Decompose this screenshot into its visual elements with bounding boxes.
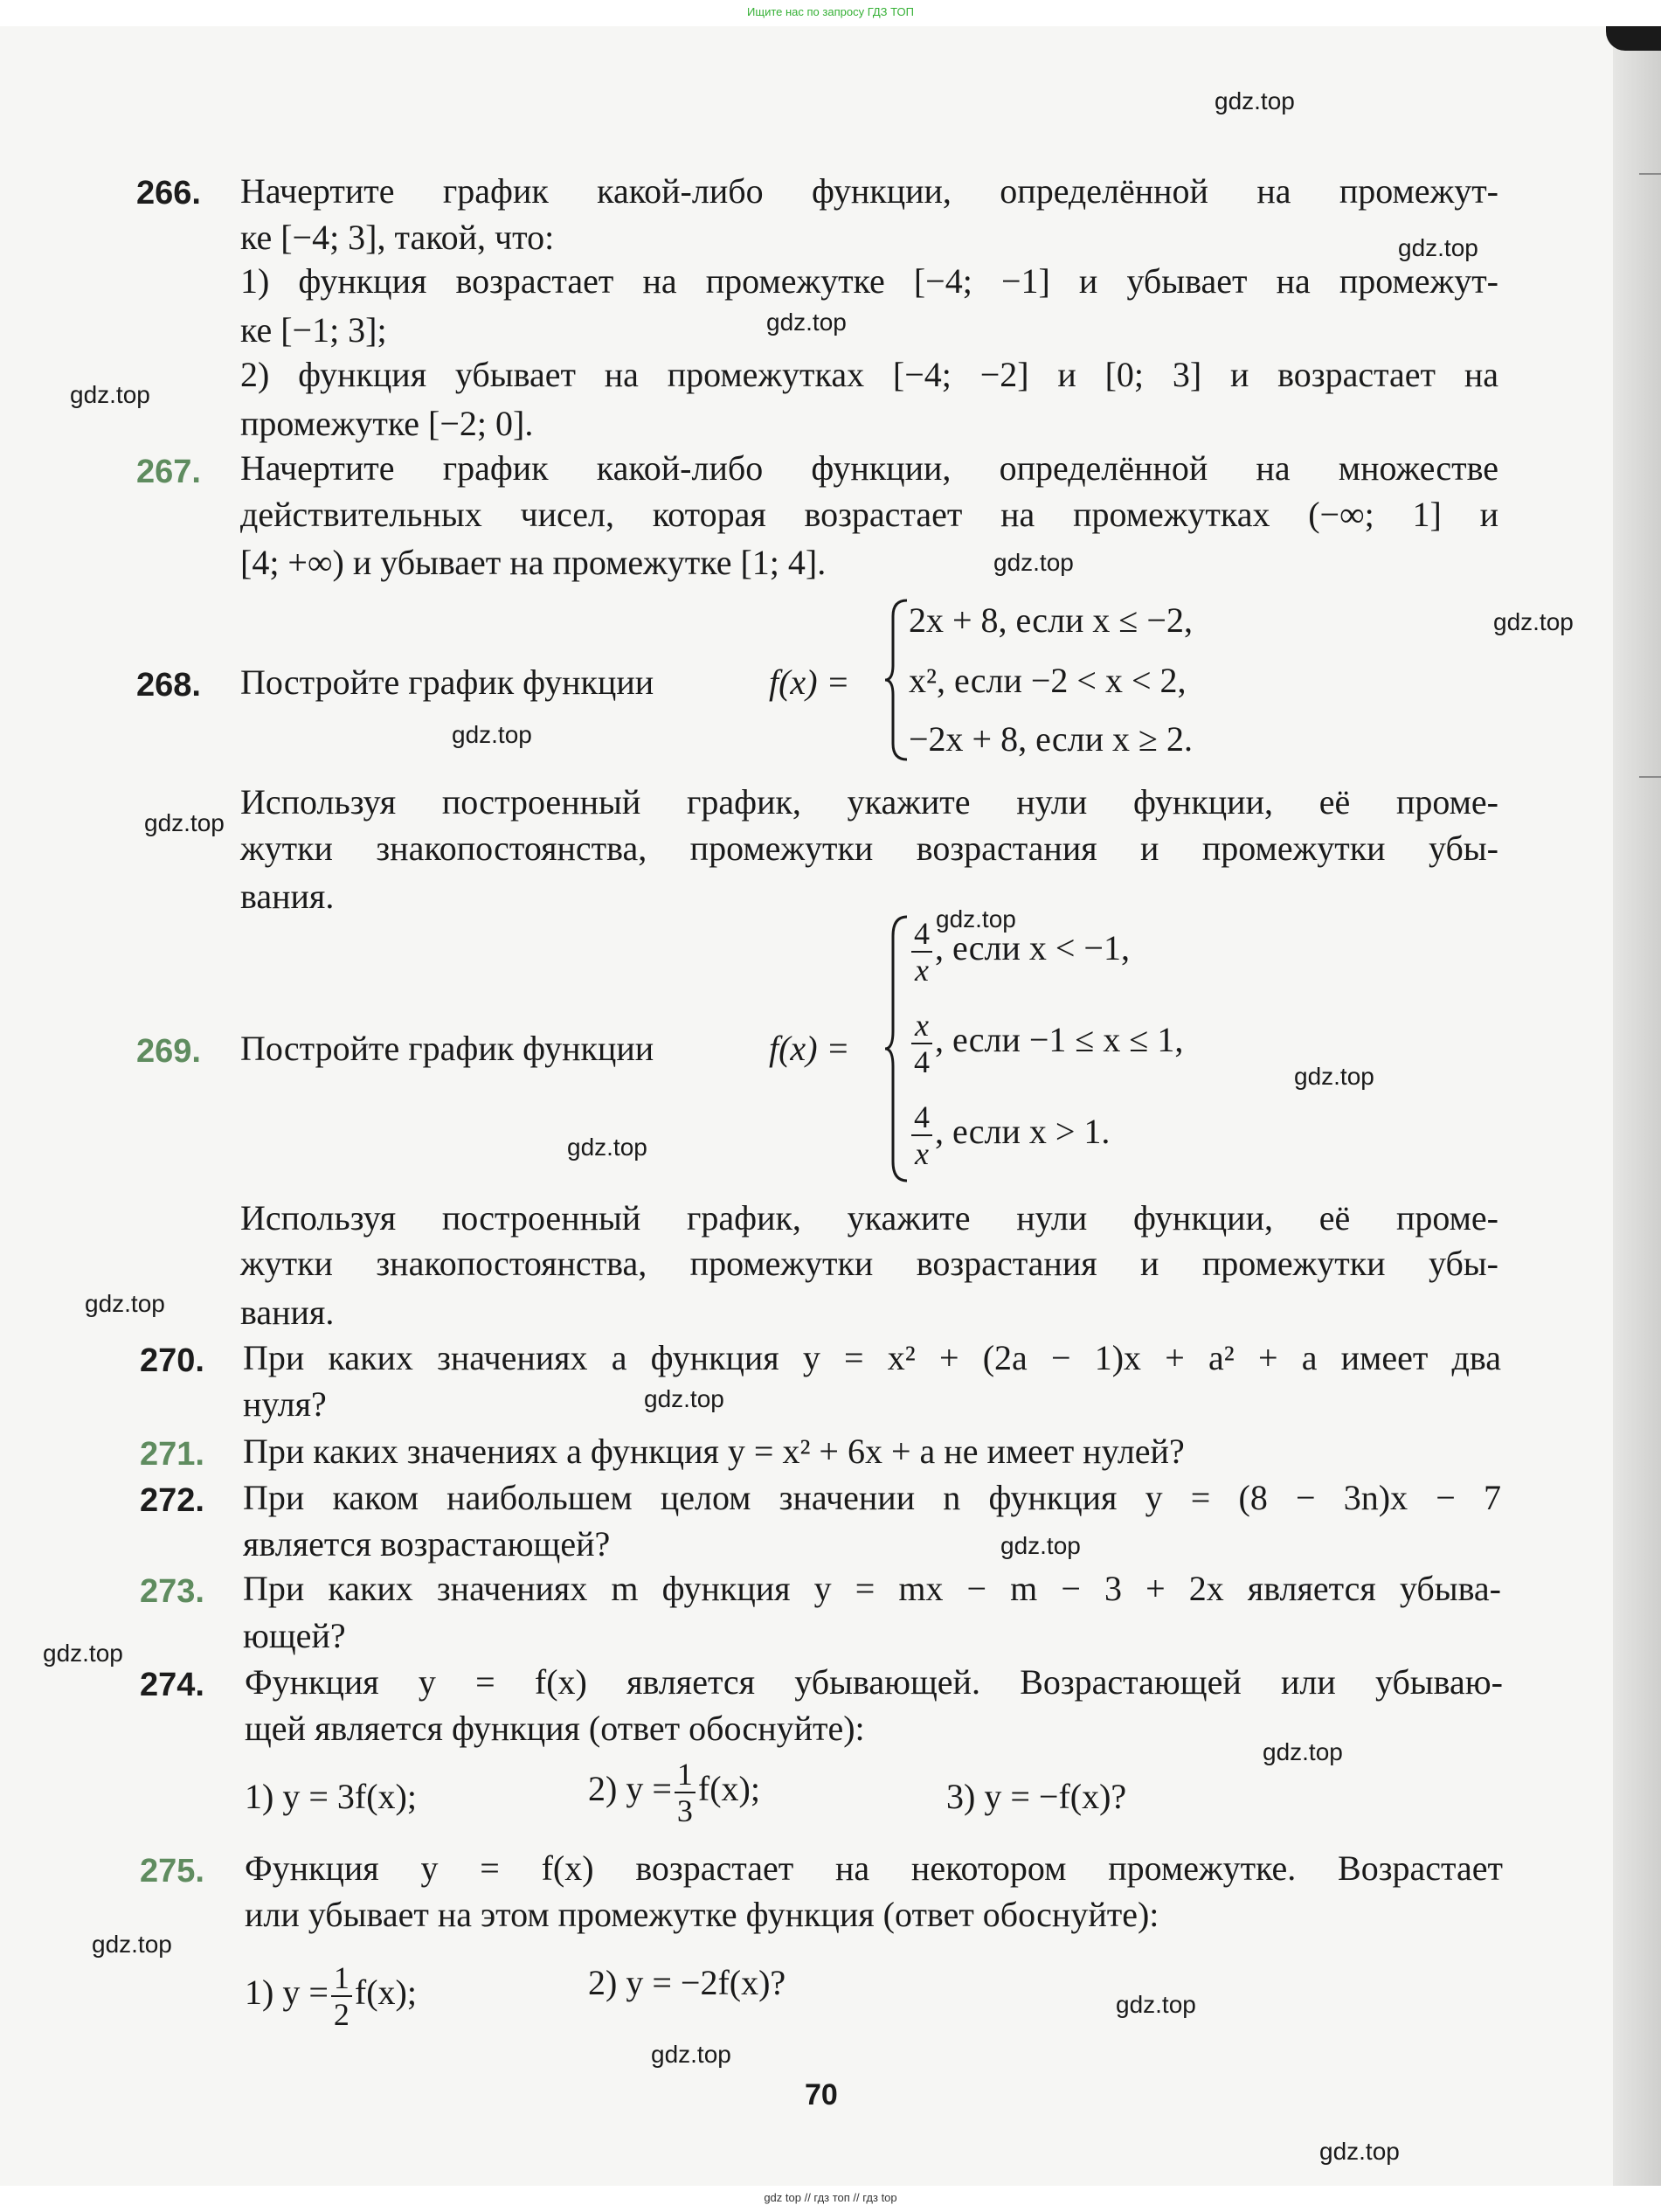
denominator: 4 (914, 1044, 930, 1079)
answer-option: 3) y = −f(x)? (946, 1777, 1127, 1816)
numerator: 4 (911, 1101, 932, 1136)
case-row (909, 918, 1130, 986)
problem-text: жутки знакопостоянства, промежутки возрастания и промежутки убы- (240, 1244, 1498, 1283)
problem-text: При каких значениях a функция y = x² + 6x + a не имеет нулей? (243, 1432, 1185, 1471)
fraction (911, 1009, 932, 1078)
problem-text: действительных чисел, которая возрастает на промежутках (−∞; 1] и (240, 495, 1498, 534)
problem-number: 269. (136, 1033, 201, 1070)
numerator: x (911, 1009, 932, 1044)
watermark: gdz.top (1493, 608, 1574, 635)
problem-text: Начертите график какой-либо функции, определённой на промежут- (240, 171, 1498, 211)
problem-text: 1) функция возрастает на промежутке [−4; −1] и убывает на промежут- (240, 261, 1498, 301)
problem-number: 273. (140, 1573, 204, 1610)
binding-corner (1606, 26, 1661, 51)
case-text: , если −1 ≤ x ≤ 1, (935, 1020, 1184, 1060)
watermark: gdz.top (1398, 234, 1478, 261)
edge-tick (1639, 776, 1661, 778)
watermark: gdz.top (993, 549, 1074, 576)
problem-number: 268. (136, 667, 201, 704)
problem-text: щей является функция (ответ обоснуйте): (245, 1709, 865, 1748)
problem-text: Постройте график функции (240, 1029, 654, 1068)
watermark: gdz.top (92, 1931, 172, 1958)
denominator: 2 (333, 1997, 350, 2032)
watermark: gdz.top (567, 1134, 647, 1161)
problem-text: жутки знакопостоянства, промежутки возрастания и промежутки убы- (240, 829, 1498, 868)
watermark: gdz.top (1294, 1063, 1374, 1090)
problem-text: 2) функция убывает на промежутках [−4; −2] и [0; 3] и возрастает на (240, 355, 1498, 394)
watermark: gdz.top (651, 2041, 731, 2068)
problem-text: является возрастающей? (243, 1524, 611, 1564)
numerator: 4 (911, 918, 932, 953)
problem-number: 275. (140, 1853, 204, 1890)
watermark: gdz.top (1263, 1738, 1343, 1765)
case-row: x², если −2 < x < 2, (909, 661, 1187, 700)
numerator: 1 (331, 1962, 352, 1997)
watermark: gdz.top (1000, 1532, 1081, 1559)
watermark: gdz.top (1215, 87, 1295, 114)
problem-text: При каком наибольшем целом значении n функция y = (8 − 3n)x − 7 (243, 1478, 1501, 1517)
case-brace (882, 913, 910, 1184)
fraction (331, 1962, 352, 2030)
problem-number: 266. (136, 175, 201, 211)
page-number: 70 (805, 2078, 838, 2111)
page-edge-shadow (1613, 26, 1661, 2186)
problem-text: вания. (240, 877, 335, 916)
watermark: gdz.top (144, 809, 225, 836)
problem-text: Начертите график какой-либо функции, определённой на множестве (240, 448, 1498, 488)
case-row (909, 1101, 1110, 1169)
problem-text: или убывает на этом промежутке функция (ответ обоснуйте): (245, 1895, 1159, 1934)
case-brace (882, 597, 910, 763)
problem-text: Функция y = f(x) возрастает на некотором промежутке. Возрастает (245, 1848, 1503, 1888)
denominator: x (915, 953, 929, 988)
watermark: gdz.top (644, 1385, 724, 1412)
fraction (675, 1758, 696, 1827)
function-label: f(x) = (769, 1029, 850, 1068)
function-label: f(x) = (769, 662, 850, 702)
problem-text: вания. (240, 1293, 335, 1332)
problem-number: 274. (140, 1667, 204, 1703)
case-text: , если x > 1. (935, 1112, 1111, 1152)
problem-text: промежутке [−2; 0]. (240, 404, 534, 443)
problem-text: ке [−1; 3]; (240, 310, 387, 350)
problem-text: ке [−4; 3], такой, что: (240, 218, 555, 257)
case-row: 2x + 8, если x ≤ −2, (909, 600, 1193, 640)
answer-option: 2) y = −2f(x)? (588, 1963, 786, 2002)
edge-tick (1639, 173, 1661, 175)
numerator: 1 (675, 1758, 696, 1793)
option-prefix: 2) y = (588, 1769, 672, 1809)
problem-text: Функция y = f(x) является убывающей. Возрастающей или убываю- (245, 1662, 1503, 1702)
case-row (909, 1009, 1183, 1078)
option-suffix: f(x); (354, 1973, 417, 2013)
fraction (911, 918, 932, 986)
answer-option (588, 1758, 760, 1827)
problem-number: 267. (136, 454, 201, 490)
problem-number: 270. (140, 1342, 204, 1379)
footer-links: gdz top // гдз топ // гдз top (0, 2186, 1661, 2212)
watermark: gdz.top (766, 309, 847, 336)
watermark: gdz.top (936, 905, 1016, 933)
problem-text: ющей? (243, 1616, 346, 1655)
problem-text: При каких значениях a функция y = x² + (2a − 1)x + a² + a имеет два (243, 1338, 1501, 1377)
problem-text: Используя построенный график, укажите нули функции, её проме- (240, 1198, 1498, 1238)
problem-number: 271. (140, 1436, 204, 1473)
problem-text: При каких значениях m функция y = mx − m − 3 + 2x является убыва- (243, 1569, 1501, 1608)
watermark: gdz.top (70, 381, 150, 408)
denominator: 3 (676, 1793, 693, 1828)
watermark: gdz.top (452, 721, 532, 748)
case-text: , если x < −1, (935, 928, 1130, 968)
problem-text: Используя построенный график, укажите нули функции, её проме- (240, 782, 1498, 822)
answer-option: 1) y = 3f(x); (245, 1777, 417, 1816)
option-prefix: 1) y = (245, 1973, 329, 2013)
problem-number: 272. (140, 1482, 204, 1519)
answer-option (245, 1962, 417, 2030)
case-row: −2x + 8, если x ≥ 2. (909, 719, 1193, 759)
watermark: gdz.top (85, 1290, 165, 1317)
watermark: gdz.top (1116, 1991, 1196, 2018)
watermark: gdz.top (1319, 2138, 1400, 2165)
problem-text: нуля? (243, 1384, 327, 1424)
problem-text: Постройте график функции (240, 662, 654, 702)
option-suffix: f(x); (697, 1769, 760, 1809)
problem-text: [4; +∞) и убывает на промежутке [1; 4]. (240, 543, 827, 582)
fraction (911, 1101, 932, 1169)
denominator: x (915, 1136, 929, 1171)
top-search-banner: Ищите нас по запросу ГДЗ ТОП (0, 0, 1661, 26)
watermark: gdz.top (43, 1640, 123, 1667)
